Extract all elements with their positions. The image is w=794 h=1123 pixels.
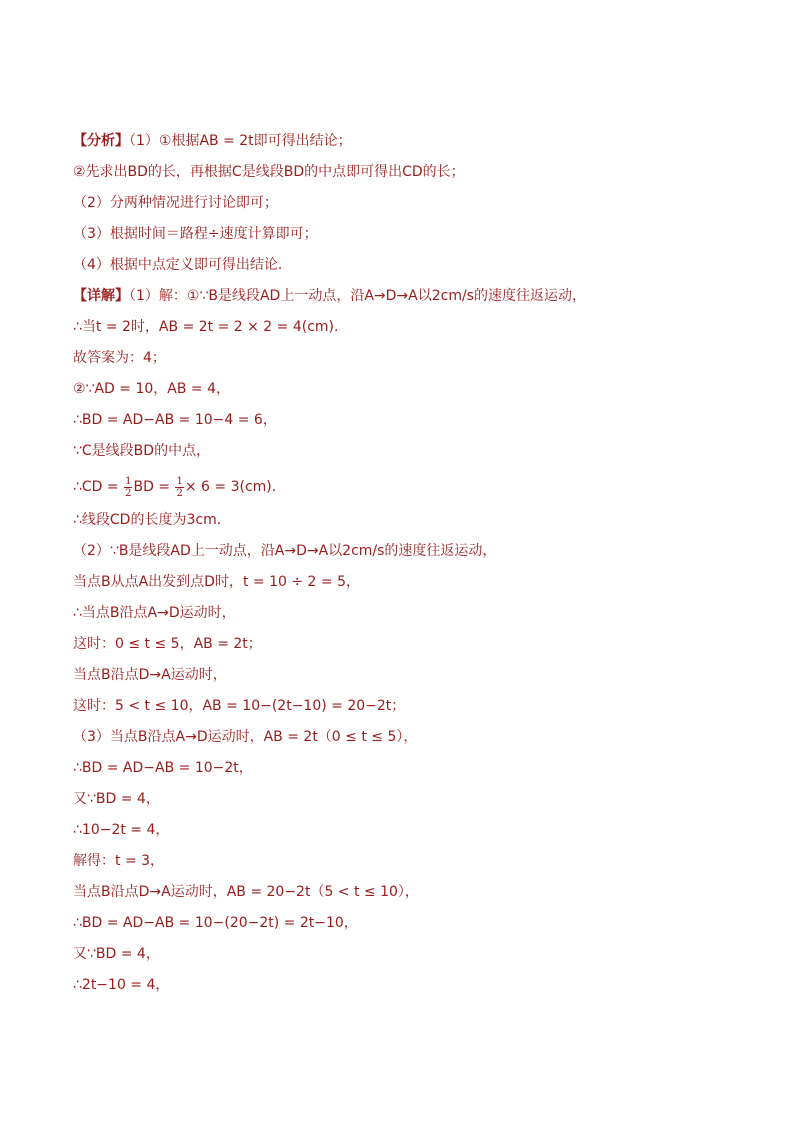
detail-line-13: 当点B沿点D→A运动时， <box>73 667 227 683</box>
detail-line-11: ∴当点B沿点A→D运动时， <box>73 605 236 621</box>
analysis-tag: 【分析】 <box>73 133 129 149</box>
cd-eq-suffix: × 6 = 3(cm)． <box>184 479 286 495</box>
detail-line-18: ∴10−2t = 4， <box>73 822 170 838</box>
analysis-line-4: （3）根据时间＝路程÷速度计算即可； <box>73 226 318 242</box>
detail-line-7 <box>73 472 733 510</box>
detail-line-21: ∴BD = AD−AB = 10−(20−2t) = 2t−10， <box>73 915 358 931</box>
detail-line-9: （2）∵B是线段AD上一动点，沿A→D→A以2cm/s的速度往返运动， <box>73 543 497 559</box>
solution-document <box>73 131 733 1006</box>
detail-tag: 【详解】 <box>73 288 129 304</box>
analysis-line-3: （2）分两种情况进行讨论即可； <box>73 195 278 211</box>
analysis-line-1 <box>73 131 733 162</box>
detail-line-15: （3）当点B沿点A→D运动时，AB = 2t（0 ≤ t ≤ 5）， <box>73 729 418 745</box>
detail-line-5: ∴BD = AD−AB = 10−4 = 6， <box>73 412 277 428</box>
analysis-line-5: （4）根据中点定义即可得出结论． <box>73 257 292 273</box>
analysis-text-1: （1）①根据AB = 2t即可得出结论； <box>129 133 352 149</box>
detail-line-14: 这时：5 < t ≤ 10，AB = 10−(2t−10) = 20−2t； <box>73 698 406 714</box>
detail-line-2: ∴当t = 2时，AB = 2t = 2 × 2 = 4(cm)． <box>73 319 349 335</box>
half-fraction-1-denominator: 2 <box>125 487 132 499</box>
detail-line-8: ∴线段CD的长度为3cm． <box>73 512 231 528</box>
detail-line-12: 这时：0 ≤ t ≤ 5，AB = 2t； <box>73 636 262 652</box>
detail-line-16: ∴BD = AD−AB = 10−2t， <box>73 760 253 776</box>
detail-line-1 <box>73 286 733 317</box>
detail-line-20: 当点B沿点D→A运动时，AB = 20−2t（5 < t ≤ 10）， <box>73 884 419 900</box>
detail-line-17: 又∵BD = 4， <box>73 791 160 807</box>
half-fraction-1-numerator: 1 <box>125 475 132 487</box>
half-fraction-2-denominator: 2 <box>176 487 183 499</box>
detail-text-1: （1）解：①∵B是线段AD上一动点，沿A→D→A以2cm/s的速度往返运动， <box>129 288 586 304</box>
cd-eq-prefix: ∴CD = <box>73 479 124 495</box>
half-fraction-2-numerator: 1 <box>176 475 183 487</box>
detail-line-3: 故答案为：4； <box>73 350 166 366</box>
analysis-line-2: ②先求出BD的长，再根据C是线段BD的中点即可得出CD的长； <box>73 164 465 180</box>
cd-eq-middle: BD = <box>133 479 175 495</box>
detail-line-4: ②∵AD = 10，AB = 4， <box>73 381 230 397</box>
half-fraction-1 <box>124 476 132 499</box>
detail-line-10: 当点B从点A出发到点D时，t = 10 ÷ 2 = 5， <box>73 574 360 590</box>
half-fraction-2 <box>175 476 183 499</box>
detail-line-19: 解得：t = 3， <box>73 853 165 869</box>
detail-line-6: ∵C是线段BD的中点， <box>73 443 211 459</box>
detail-line-22: 又∵BD = 4， <box>73 946 160 962</box>
detail-line-23: ∴2t−10 = 4， <box>73 977 170 993</box>
